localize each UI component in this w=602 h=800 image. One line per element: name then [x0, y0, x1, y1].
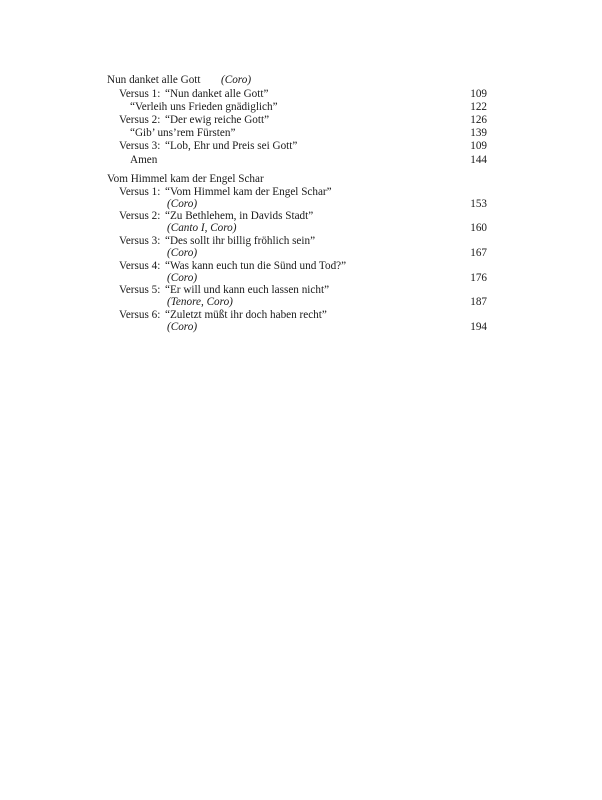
toc-entry — [0, 309, 602, 321]
versus-label: Versus 1: — [119, 186, 161, 198]
entry-text: “Nun danket alle Gott” — [165, 88, 269, 100]
versus-label: Versus 3: — [119, 140, 161, 152]
entry-text: “Der ewig reiche Gott” — [165, 114, 270, 126]
page-number: 167 — [470, 247, 487, 259]
entry-text: “Gib’ uns’rem Fürsten” — [130, 127, 236, 139]
entry-text: Amen — [130, 154, 158, 166]
versus-label: Versus 3: — [119, 235, 161, 247]
entry-note: (Coro) — [167, 272, 198, 284]
toc-entry — [0, 101, 602, 113]
entry-text: “Des sollt ihr billig fröhlich sein” — [165, 235, 316, 247]
entry-text: “Verleih uns Frieden gnädiglich” — [130, 101, 278, 113]
versus-label: Versus 2: — [119, 210, 161, 222]
toc-entry — [0, 186, 602, 198]
toc-entry — [0, 154, 602, 166]
page-number: 160 — [470, 222, 487, 234]
toc-entry-note — [0, 272, 602, 284]
page-number: 122 — [470, 101, 487, 113]
page-number: 144 — [470, 154, 487, 166]
entry-text: “Zu Bethlehem, in Davids Stadt” — [165, 210, 314, 222]
toc-entry-note — [0, 222, 602, 234]
toc-entry-note — [0, 321, 602, 333]
versus-label: Versus 5: — [119, 284, 161, 296]
entry-note: (Coro) — [167, 247, 198, 259]
page-number: 187 — [470, 296, 487, 308]
versus-label: Versus 2: — [119, 114, 161, 126]
toc-entry — [0, 260, 602, 272]
versus-label: Versus 4: — [119, 260, 161, 272]
toc-entry-note — [0, 296, 602, 308]
page-number: 139 — [470, 127, 487, 139]
section-heading — [0, 74, 602, 86]
page-number: 109 — [470, 140, 487, 152]
entry-note: (Tenore, Coro) — [167, 296, 233, 308]
section-heading — [0, 173, 602, 185]
toc-entry — [0, 127, 602, 139]
page-number: 126 — [470, 114, 487, 126]
toc-entry — [0, 284, 602, 296]
entry-text: “Er will und kann euch lassen nicht” — [165, 284, 330, 296]
entry-note: (Coro) — [167, 198, 198, 210]
entry-text: “Zuletzt müßt ihr doch haben recht” — [165, 309, 327, 321]
toc-entry — [0, 140, 602, 152]
entry-text: “Lob, Ehr und Preis sei Gott” — [165, 140, 298, 152]
entry-note: (Canto I, Coro) — [167, 222, 237, 234]
page-number: 153 — [470, 198, 487, 210]
versus-label: Versus 6: — [119, 309, 161, 321]
toc-entry — [0, 210, 602, 222]
entry-text: “Vom Himmel kam der Engel Schar” — [165, 186, 332, 198]
section-title: Nun danket alle Gott — [107, 74, 201, 86]
page-number: 194 — [470, 321, 487, 333]
page-number: 176 — [470, 272, 487, 284]
versus-label: Versus 1: — [119, 88, 161, 100]
page-number: 109 — [470, 88, 487, 100]
entry-note: (Coro) — [167, 321, 198, 333]
toc-entry — [0, 114, 602, 126]
toc-entry-note — [0, 247, 602, 259]
section-title-note: (Coro) — [221, 74, 252, 86]
toc-entry — [0, 88, 602, 100]
section-title: Vom Himmel kam der Engel Schar — [107, 173, 264, 185]
toc-entry-note — [0, 198, 602, 210]
toc-entry — [0, 235, 602, 247]
entry-text: “Was kann euch tun die Sünd und Tod?” — [165, 260, 347, 272]
